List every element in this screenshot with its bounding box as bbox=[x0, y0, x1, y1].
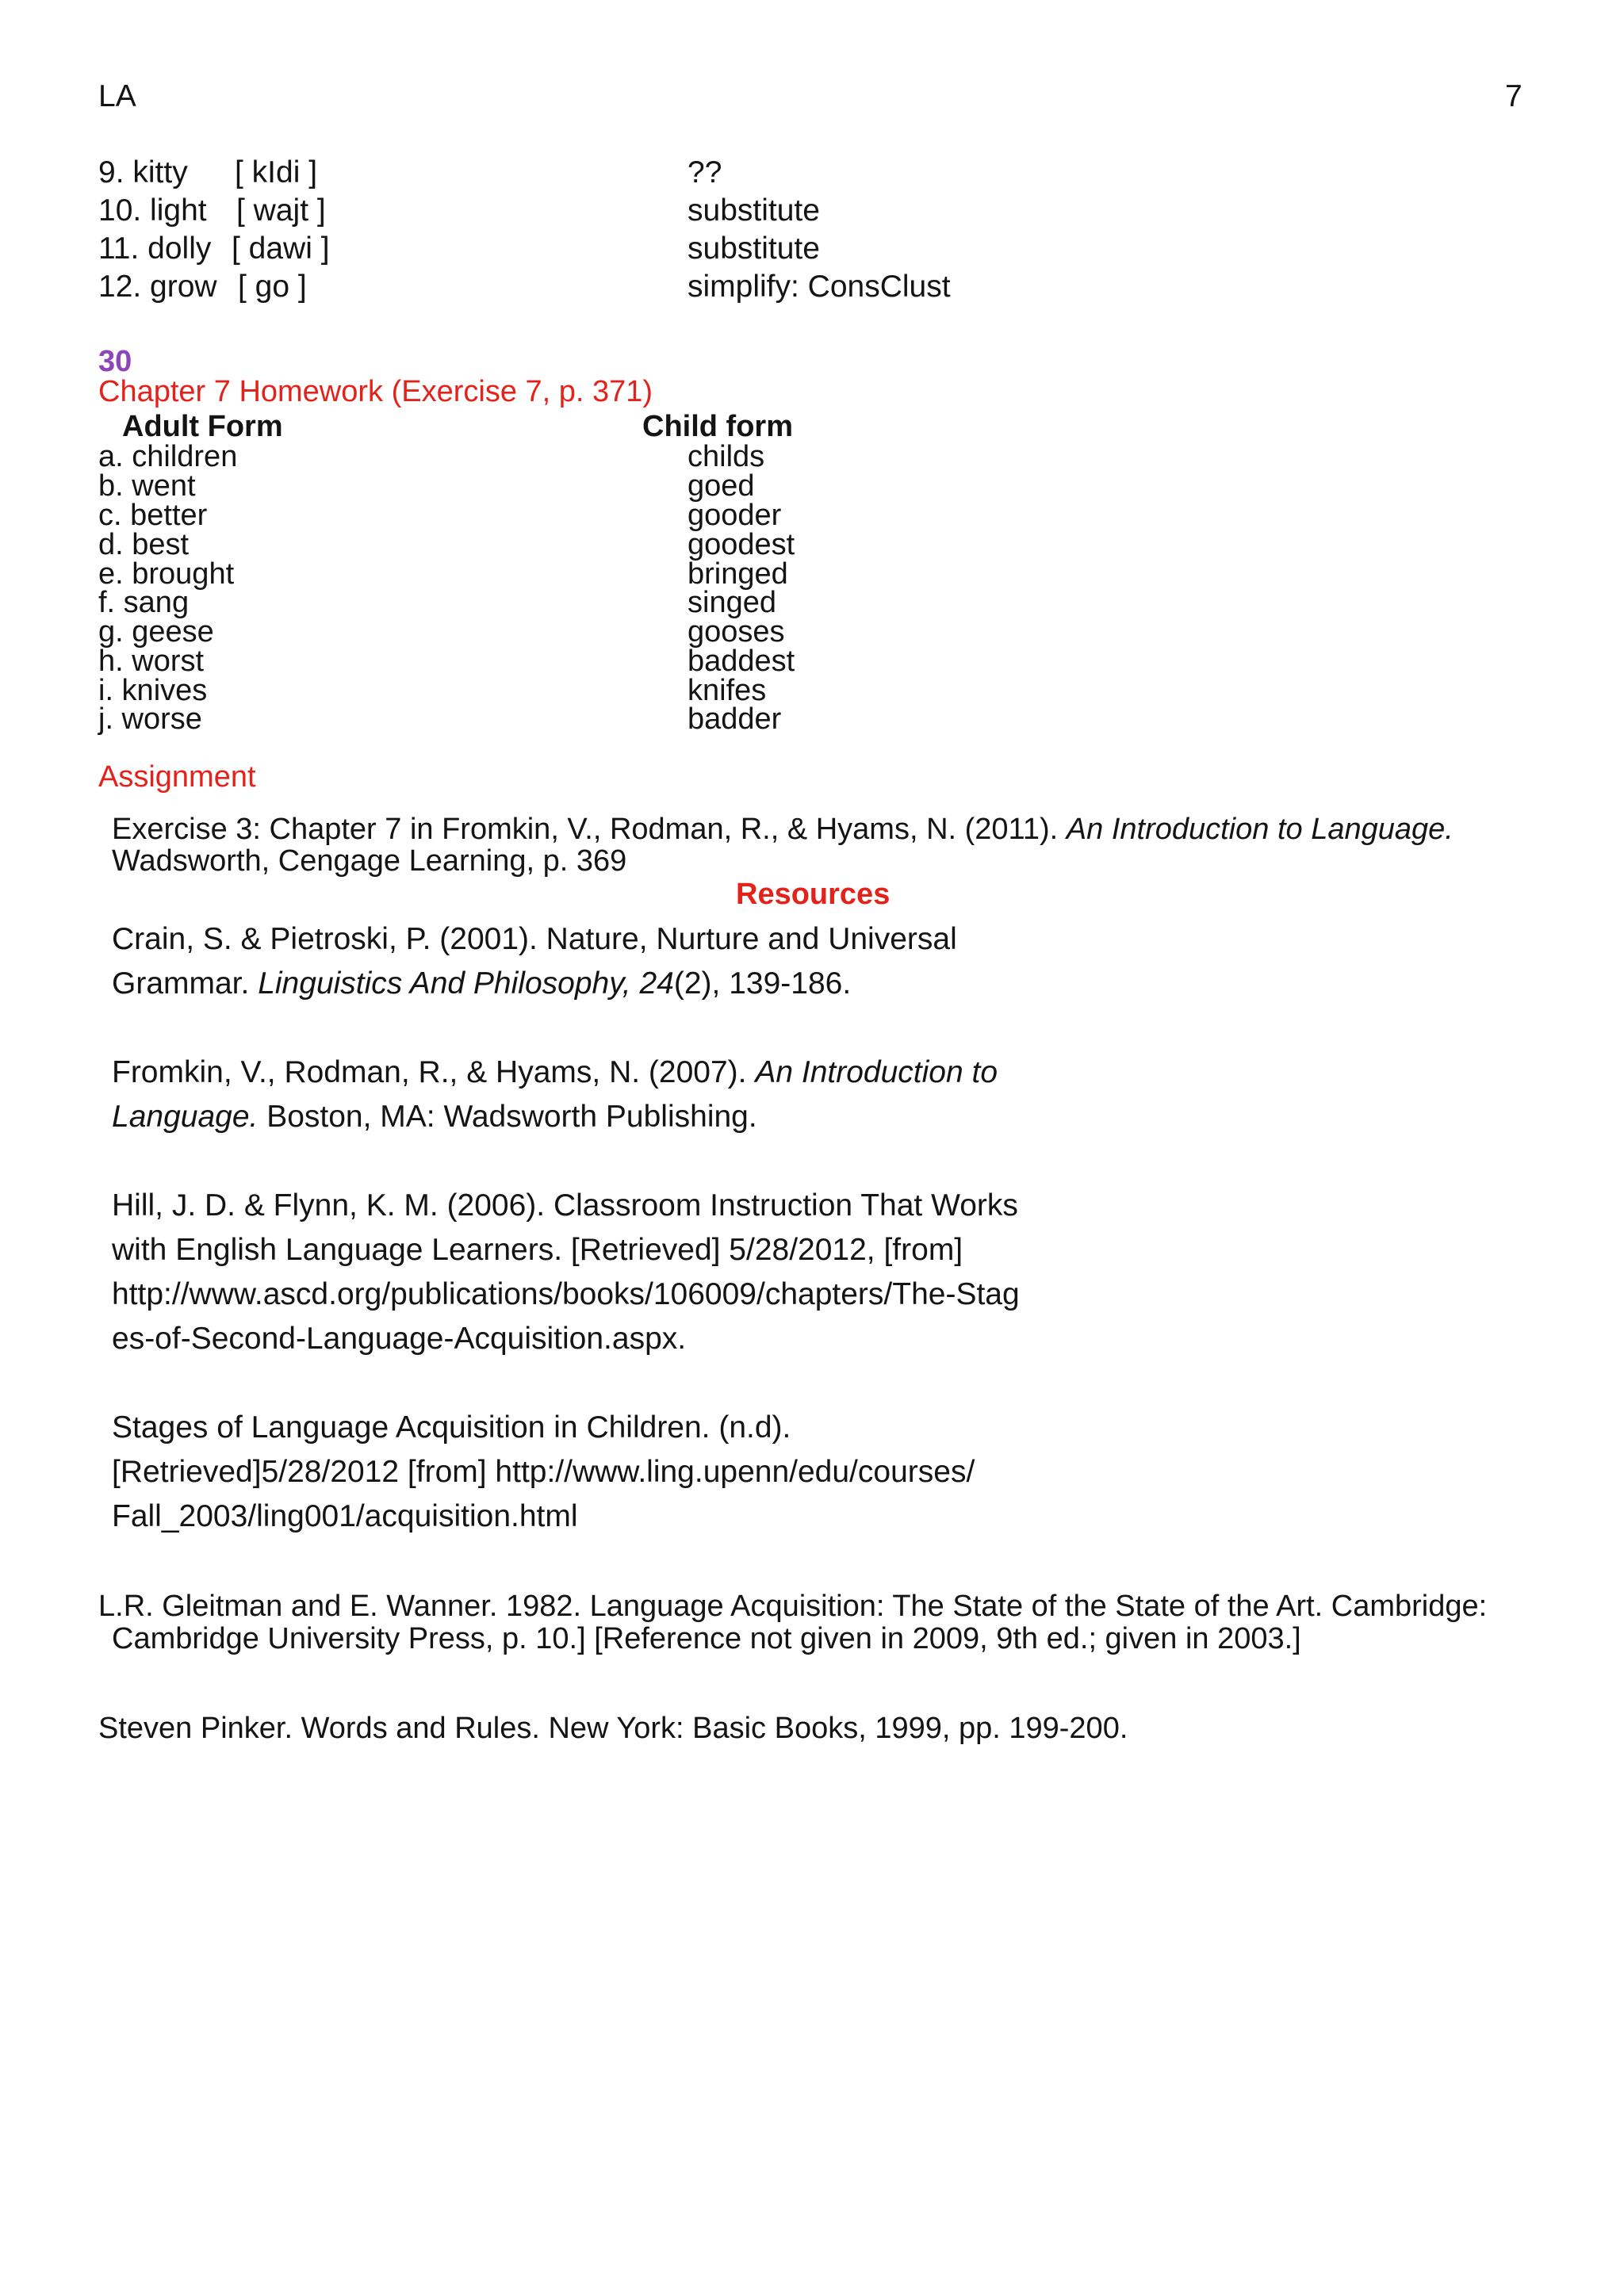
table-row-adult: a. children bbox=[98, 440, 238, 473]
column-header-adult: Adult Form bbox=[122, 410, 283, 443]
reference-line bbox=[112, 1050, 998, 1095]
table-row-child: goodest bbox=[688, 528, 795, 561]
page-number: 7 bbox=[1505, 79, 1522, 113]
word-list-item: 12. grow bbox=[98, 270, 217, 304]
reference-line: with English Language Learners. [Retrieved] 5/28/2012, [from] bbox=[112, 1233, 963, 1267]
table-row-adult: d. best bbox=[98, 528, 190, 561]
column-header-child: Child form bbox=[642, 410, 793, 443]
reference-gleitman-line2: Cambridge University Press, p. 10.] [Reference not given in 2009, 9th ed.; given in 2003.] bbox=[112, 1622, 1301, 1655]
table-row-child: gooder bbox=[688, 499, 782, 532]
word-list-note: substitute bbox=[688, 193, 820, 228]
reference-url: es-of-Second-Language-Acquisition.aspx. bbox=[112, 1322, 687, 1356]
table-row-child: bringed bbox=[688, 557, 788, 591]
table-row-child: knifes bbox=[688, 674, 767, 707]
reference-text: Fromkin, V., Rodman, R., & Hyams, N. (2007). bbox=[112, 1055, 747, 1089]
table-row-child: badder bbox=[688, 702, 782, 736]
assignment-heading: Assignment bbox=[98, 760, 256, 794]
table-row-child: singed bbox=[688, 586, 776, 619]
table-row-child: baddest bbox=[688, 645, 795, 678]
word-list-item: 10. light bbox=[98, 193, 207, 228]
table-row-adult: b. went bbox=[98, 469, 196, 503]
word-list-item: 11. dolly bbox=[98, 232, 212, 266]
assignment-book-title: An Introduction to Language. bbox=[1066, 813, 1454, 846]
reference-line bbox=[112, 962, 851, 1006]
running-header-left: LA bbox=[98, 79, 136, 113]
table-row-adult: c. better bbox=[98, 499, 208, 532]
reference-book-title: Language. bbox=[112, 1100, 259, 1134]
word-list-transcription: [ go ] bbox=[238, 270, 307, 304]
reference-journal: Linguistics And Philosophy, 24 bbox=[258, 966, 674, 1001]
reference-text: (2), 139-186. bbox=[673, 966, 852, 1001]
table-row-adult: g. geese bbox=[98, 615, 214, 649]
assignment-text: Exercise 3: Chapter 7 in Fromkin, V., Rodman, R., & Hyams, N. (2011). bbox=[112, 813, 1059, 846]
reference-line: Hill, J. D. & Flynn, K. M. (2006). Classroom Instruction That Works bbox=[112, 1188, 1018, 1223]
reference-url: [Retrieved]5/28/2012 [from] http://www.ling.upenn/edu/courses/ bbox=[112, 1455, 975, 1489]
reference-text: Grammar. bbox=[112, 966, 250, 1001]
table-row-child: goed bbox=[688, 469, 755, 503]
table-row-child: gooses bbox=[688, 615, 785, 649]
word-list-note: ?? bbox=[688, 155, 722, 189]
reference-line: Stages of Language Acquisition in Children. (n.d). bbox=[112, 1410, 791, 1445]
table-row-adult: e. brought bbox=[98, 557, 235, 591]
word-list-transcription: [ wajt ] bbox=[236, 193, 326, 228]
reference-pinker: Steven Pinker. Words and Rules. New York: Basic Books, 1999, pp. 199-200. bbox=[98, 1712, 1128, 1745]
homework-title: Chapter 7 Homework (Exercise 7, p. 371) bbox=[98, 375, 653, 408]
assignment-text-line2: Wadsworth, Cengage Learning, p. 369 bbox=[112, 844, 627, 878]
section-number: 30 bbox=[98, 345, 132, 378]
table-row-adult: j. worse bbox=[98, 702, 202, 736]
word-list-note: substitute bbox=[688, 232, 820, 266]
reference-book-title: An Introduction to bbox=[755, 1055, 998, 1089]
reference-text: Boston, MA: Wadsworth Publishing. bbox=[266, 1100, 757, 1134]
reference-line bbox=[112, 1095, 757, 1139]
reference-gleitman-line1: L.R. Gleitman and E. Wanner. 1982. Language Acquisition: The State of the State of the Art. Cambridge: bbox=[98, 1590, 1488, 1623]
resources-heading: Resources bbox=[736, 878, 891, 911]
word-list-transcription: [ dawi ] bbox=[232, 232, 330, 266]
reference-url: Fall_2003/ling001/acquisition.html bbox=[112, 1499, 578, 1533]
table-row-child: childs bbox=[688, 440, 765, 473]
table-row-adult: i. knives bbox=[98, 674, 208, 707]
table-row-adult: h. worst bbox=[98, 645, 205, 678]
word-list-note: simplify: ConsClust bbox=[688, 270, 951, 304]
word-list-transcription: [ kIdi ] bbox=[235, 155, 318, 189]
reference-line: Crain, S. & Pietroski, P. (2001). Nature, Nurture and Universal bbox=[112, 922, 957, 956]
table-row-adult: f. sang bbox=[98, 586, 190, 619]
word-list-item: 9. kitty bbox=[98, 155, 188, 189]
reference-url: http://www.ascd.org/publications/books/106009/chapters/The-Stag bbox=[112, 1277, 1020, 1311]
assignment-text-line1 bbox=[112, 812, 1454, 847]
